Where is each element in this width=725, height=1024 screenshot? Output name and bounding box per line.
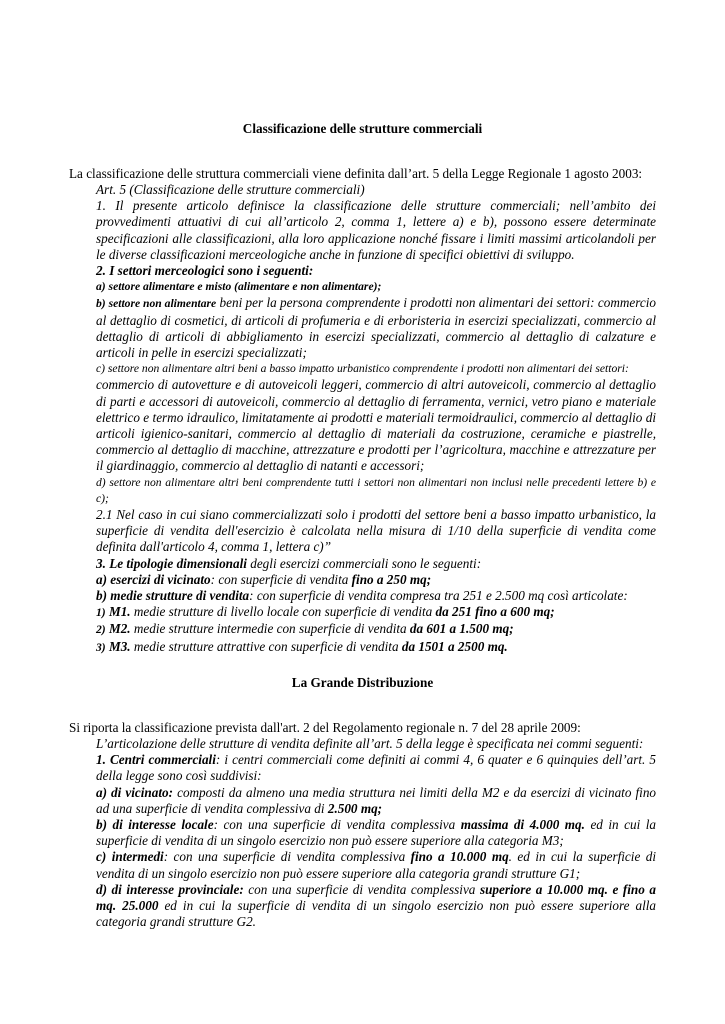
centri-commerciali: 1. Centri commerciali: i centri commerciali come definiti ai commi 4, 6 quater e 6 quinquies dell’art. 5 della legge sono così suddivisi:	[96, 752, 656, 784]
size-type-m1: 1) M1. medie strutture di livello locale con superficie di vendita da 251 fino a 600 mq;	[96, 604, 555, 620]
size-type-a: a) esercizi di vicinato: con superficie di vendita fino a 250 mq;	[96, 571, 432, 587]
section-title-grande-distribuzione: La Grande Distribuzione	[291, 675, 434, 690]
section1-intro: La classificazione delle struttura commerciali viene definita dall’art. 5 della Legge Regionale 1 agosto 2003:	[69, 166, 643, 181]
size-type-m3: 3) M3. medie strutture attrattive con superficie di vendita da 1501 a 2500 mq.	[96, 638, 508, 654]
art5-paragraph-2-1: 2.1 Nel caso in cui siano commercializzati solo i prodotti del settore beni a basso impatto urbanistico, la superficie di vendita dell'esercizio è calcolata nella misura di 1/10 della superficie di vendita come definita dall'articolo 4, comma 1, lettera c)”	[96, 507, 656, 555]
centro-intermedio: c) intermedi: con una superficie di vendita complessiva fino a 10.000 mq. ed in cui la superficie di vendita di un singolo esercizio non può essere superiore alla categoria grandi strutture G1;	[96, 849, 656, 881]
sector-b: b) settore non alimentare beni per la persona comprendente i prodotti non alimentari dei settori: commercio al dettaglio di cosmetici, di articoli di profumeria e di erboristeria in esercizi specializzati, commercio al dettaglio di articoli di abbigliamento in esercizi specializzati, commercio al dettaglio di calzature e articoli in pelle in esercizi specializzati;	[96, 295, 656, 361]
size-type-b: b) medie strutture di vendita: con superficie di vendita compresa tra 251 e 2.500 mq così articolate:	[96, 588, 628, 604]
art5-paragraph-3: 3. Le tipologie dimensionali degli esercizi commerciali sono le seguenti:	[96, 555, 482, 571]
art5-title: Art. 5 (Classificazione delle strutture commerciali)	[96, 182, 365, 197]
size-type-m2: 2) M2. medie strutture intermedie con superficie di vendita da 601 a 1.500 mq;	[96, 621, 514, 637]
sector-c: c) settore non alimentare altri beni a basso impatto urbanistico comprendente i prodotti non alimentari dei settori:	[96, 362, 629, 376]
art5-paragraph-1: 1. Il presente articolo definisce la classificazione delle strutture commerciali; nell’ambito dei provvedimenti attuativi di cui all’articolo 2, comma 1, lettere a) e b), possono essere determinate specificazioni alle classificazioni, alla loro applicazione nonché fissare i limiti massimi articolandoli per le diverse classificazioni merceologiche anche in funzione di specifici obiettivi di sviluppo.	[96, 198, 656, 262]
centro-interesse-locale: b) di interesse locale: con una superficie di vendita complessiva massima di 4.000 mq. ed in cui la superficie di vendita di un singolo esercizio non può essere superiore alla categoria M3;	[96, 817, 656, 849]
sector-a: a) settore alimentare e misto (alimentare e non alimentare);	[96, 280, 382, 294]
art5-quote	[96, 182, 656, 656]
art5-paragraph-2-heading: 2. I settori merceologici sono i seguenti:	[96, 263, 314, 279]
centro-interesse-provinciale: d) di interesse provinciale: con una superficie di vendita complessiva superiore a 10.000 mq. e fino a mq. 25.000 ed in cui la superficie di vendita di un singolo esercizio non può essere superiore alla categoria grandi strutture G2.	[96, 881, 657, 930]
regolamento-quote	[96, 736, 656, 930]
sector-c-list: commercio di autovetture e di autoveicoli leggeri, commercio di altri autoveicoli, commercio al dettaglio di parti e accessori di autoveicoli, commercio al dettaglio di ferramenta, vernici, vetro piano e materiale elettrico e termo idraulico, limitatamente ai prodotti e materiali termoidraulici, commercio al dettaglio di articoli igienico-sanitari, commercio al dettaglio di materiali da costruzione, ceramiche e piastrelle, commercio al dettaglio di macchine, attrezzature e prodotti per l’agricoltura, macchine e attrezzature per il giardinaggio, commercio al dettaglio di natanti e accessori;	[96, 377, 656, 474]
section-title-classificazione: Classificazione delle strutture commerciali	[242, 121, 483, 136]
section2-intro: Si riporta la classificazione prevista dall'art. 2 del Regolamento regionale n. 7 del 28 aprile 2009:	[69, 720, 581, 735]
sector-d: d) settore non alimentare altri beni comprendente tutti i settori non alimentari non inclusi nelle precedenti lettere b) e c);	[96, 475, 656, 505]
regolamento-lead: L’articolazione delle strutture di vendita definite all’art. 5 della legge è specificata nei commi seguenti:	[96, 736, 644, 751]
centro-vicinato: a) di vicinato: composti da almeno una media struttura nei limiti della M2 e da esercizi di vicinato fino ad una superficie di vendita complessiva di 2.500 mq;	[96, 784, 657, 816]
